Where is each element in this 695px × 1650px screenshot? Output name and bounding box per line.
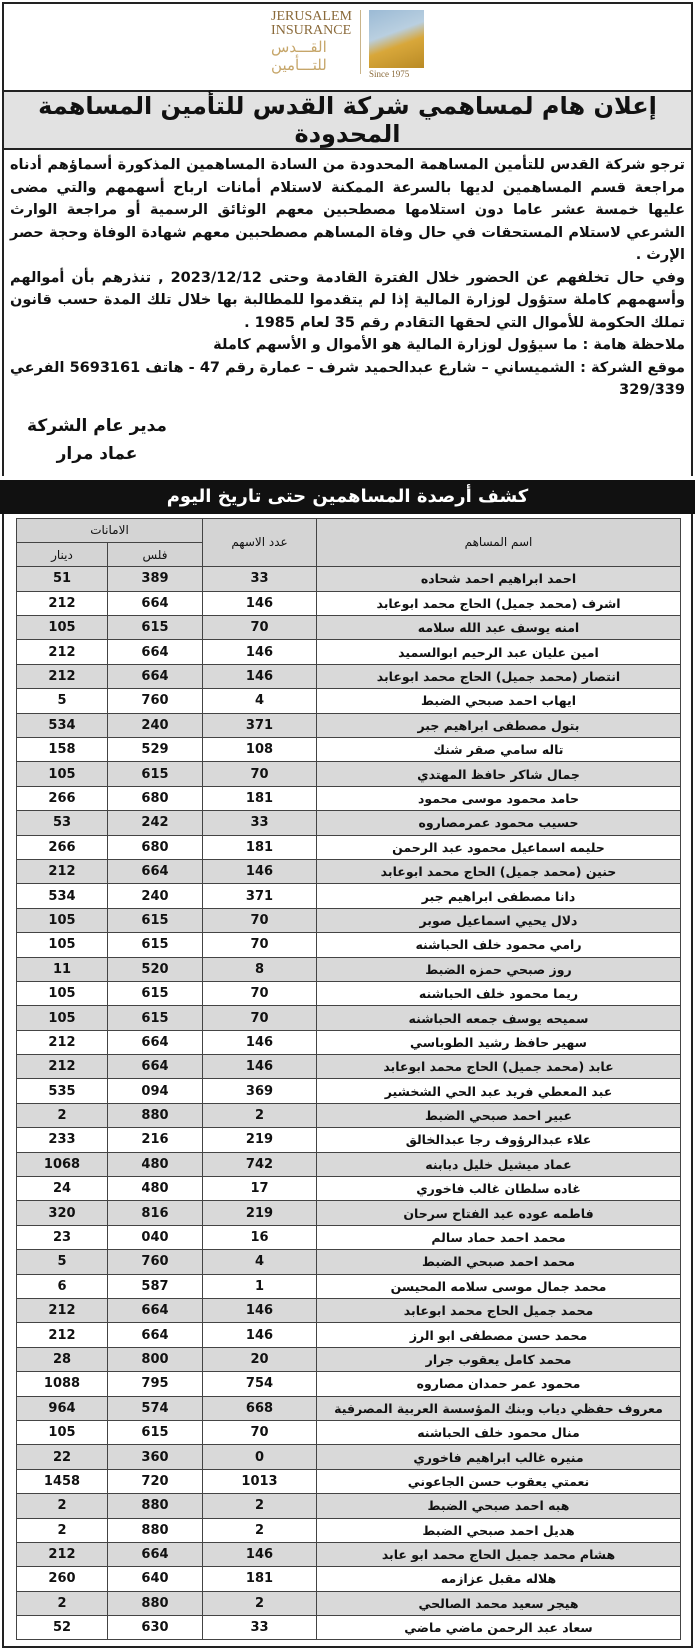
logo-image-block xyxy=(369,10,424,80)
shares-cell: 0 xyxy=(203,1445,317,1469)
dinar-cell: 2 xyxy=(17,1518,108,1542)
name-cell: محمد كامل يعقوب جرار xyxy=(317,1347,681,1371)
name-cell: منيره غالب ابراهيم فاخوري xyxy=(317,1445,681,1469)
dinar-cell: 212 xyxy=(17,640,108,664)
shares-cell: 181 xyxy=(203,1567,317,1591)
table-row xyxy=(17,1055,681,1079)
dinar-cell: 6 xyxy=(17,1274,108,1298)
name-cell: اشرف (محمد جميل) الحاج محمد ابوعابد xyxy=(317,591,681,615)
fils-cell: 720 xyxy=(108,1469,203,1493)
fils-cell: 664 xyxy=(108,664,203,688)
name-cell: محمد احمد صبحي الضبط xyxy=(317,1250,681,1274)
dinar-cell: 212 xyxy=(17,1299,108,1323)
table-row xyxy=(17,1518,681,1542)
shares-cell: 146 xyxy=(203,1542,317,1566)
name-cell: حليمه اسماعيل محمود عبد الرحمن xyxy=(317,835,681,859)
fils-cell: 615 xyxy=(108,933,203,957)
name-cell: معروف حفظي دياب وبنك المؤسسة العربية المصرفية xyxy=(317,1396,681,1420)
fils-cell: 520 xyxy=(108,957,203,981)
fils-cell: 795 xyxy=(108,1372,203,1396)
name-cell: ايهاب احمد صبحي الضبط xyxy=(317,689,681,713)
table-row xyxy=(17,1225,681,1249)
name-cell: روز صبحي حمزه الضبط xyxy=(317,957,681,981)
dinar-cell: 212 xyxy=(17,859,108,883)
shares-cell: 70 xyxy=(203,1420,317,1444)
shares-cell: 17 xyxy=(203,1177,317,1201)
dinar-cell: 22 xyxy=(17,1445,108,1469)
shares-cell: 146 xyxy=(203,1299,317,1323)
dinar-cell: 260 xyxy=(17,1567,108,1591)
dinar-cell: 52 xyxy=(17,1616,108,1640)
dinar-cell: 105 xyxy=(17,981,108,1005)
shares-cell: 146 xyxy=(203,640,317,664)
shares-cell: 70 xyxy=(203,908,317,932)
table-row xyxy=(17,811,681,835)
header-fils: فلس xyxy=(108,542,203,566)
dinar-cell: 212 xyxy=(17,1055,108,1079)
table-row xyxy=(17,664,681,688)
fils-cell: 480 xyxy=(108,1152,203,1176)
name-cell: محمد جمال موسى سلامه المحيسن xyxy=(317,1274,681,1298)
important-note: ملاحظة هامة : ما سيؤول لوزارة المالية هو الأموال و الأسهم كاملة xyxy=(213,337,685,353)
name-cell: احمد ابراهيم احمد شحاده xyxy=(317,567,681,591)
dinar-cell: 2 xyxy=(17,1591,108,1615)
dinar-cell: 105 xyxy=(17,933,108,957)
table-row xyxy=(17,835,681,859)
name-cell: حامد محمود موسى محمود xyxy=(317,786,681,810)
dome-image xyxy=(369,10,424,68)
fils-cell: 480 xyxy=(108,1177,203,1201)
table-row xyxy=(17,884,681,908)
shares-cell: 70 xyxy=(203,1006,317,1030)
shareholders-table xyxy=(16,518,681,1641)
table-row xyxy=(17,908,681,932)
fils-cell: 680 xyxy=(108,835,203,859)
table-row xyxy=(17,1103,681,1127)
dinar-cell: 1068 xyxy=(17,1152,108,1176)
table-row xyxy=(17,1616,681,1640)
dinar-cell: 266 xyxy=(17,835,108,859)
name-cell: محمد احمد حماد سالم xyxy=(317,1225,681,1249)
name-cell: تاله سامي صقر شنك xyxy=(317,738,681,762)
dinar-cell: 23 xyxy=(17,1225,108,1249)
name-cell: هبه احمد صبحي الضبط xyxy=(317,1494,681,1518)
table-row xyxy=(17,1396,681,1420)
name-cell: عابد (محمد جميل) الحاج محمد ابوعابد xyxy=(317,1055,681,1079)
dinar-cell: 105 xyxy=(17,1006,108,1030)
logo-ar-line2: للتـــأمين xyxy=(271,58,327,74)
table-row xyxy=(17,1469,681,1493)
name-cell: انتصار (محمد جميل) الحاج محمد ابوعابد xyxy=(317,664,681,688)
shares-cell: 668 xyxy=(203,1396,317,1420)
table-row xyxy=(17,1347,681,1371)
shares-cell: 4 xyxy=(203,1250,317,1274)
fils-cell: 664 xyxy=(108,591,203,615)
fils-cell: 615 xyxy=(108,981,203,1005)
dinar-cell: 53 xyxy=(17,811,108,835)
name-cell: عبد المعطي فريد عبد الحي الشخشير xyxy=(317,1079,681,1103)
dinar-cell: 534 xyxy=(17,884,108,908)
shares-cell: 219 xyxy=(203,1128,317,1152)
table-row xyxy=(17,762,681,786)
fils-cell: 664 xyxy=(108,1542,203,1566)
fils-cell: 664 xyxy=(108,1055,203,1079)
name-cell: نعمتي يعقوب حسن الجاعوني xyxy=(317,1469,681,1493)
table-row xyxy=(17,738,681,762)
shares-cell: 219 xyxy=(203,1201,317,1225)
table-row xyxy=(17,786,681,810)
fils-cell: 800 xyxy=(108,1347,203,1371)
header-dinar: دينار xyxy=(17,542,108,566)
name-cell: سهير حافظ رشيد الطوباسي xyxy=(317,1030,681,1054)
shares-cell: 371 xyxy=(203,884,317,908)
fils-cell: 880 xyxy=(108,1494,203,1518)
shares-cell: 70 xyxy=(203,762,317,786)
table-row xyxy=(17,616,681,640)
fils-cell: 360 xyxy=(108,1445,203,1469)
name-cell: جمال شاكر حافظ المهتدي xyxy=(317,762,681,786)
shares-cell: 146 xyxy=(203,1030,317,1054)
company-address: موقع الشركة : الشميساني – شارع عبدالحميد شرف – عمارة رقم 47 - هاتف 5693161 الفرعي 329/339 xyxy=(10,359,686,398)
table-row xyxy=(17,1323,681,1347)
fils-cell: 389 xyxy=(108,567,203,591)
shares-cell: 33 xyxy=(203,1616,317,1640)
fils-cell: 880 xyxy=(108,1103,203,1127)
dinar-cell: 535 xyxy=(17,1079,108,1103)
dinar-cell: 2 xyxy=(17,1103,108,1127)
table-row xyxy=(17,957,681,981)
paragraph-1: ترجو شركة القدس للتأمين المساهمة المحدودة من السادة المساهمين المذكورة أسماؤهم أدناه مراجعة قسم المساهمين لديها بالسرعة الممكنة لاستلام أمانات ارباح أسهمهم والتي مضى عليها خمسة عشر عاما دون استلامها مصطحبين معهم الوثائق الرسمية أو مراجعة الوارث الشرعي لاستلام المستحقات في حال وفاة المساهم مصطحبين معهم شهادة الوفاة وحجة حصر الإرث . xyxy=(10,157,685,263)
shares-cell: 16 xyxy=(203,1225,317,1249)
logo-text xyxy=(271,10,361,74)
fils-cell: 587 xyxy=(108,1274,203,1298)
name-cell: عماد ميشيل خليل دبابنه xyxy=(317,1152,681,1176)
shares-cell: 33 xyxy=(203,567,317,591)
dinar-cell: 158 xyxy=(17,738,108,762)
shares-cell: 369 xyxy=(203,1079,317,1103)
signature-name: عماد مرار xyxy=(56,443,138,464)
shares-cell: 371 xyxy=(203,713,317,737)
table-row xyxy=(17,981,681,1005)
table-row xyxy=(17,859,681,883)
name-cell: ريما محمود خلف الحباشنه xyxy=(317,981,681,1005)
dinar-cell: 2 xyxy=(17,1494,108,1518)
dinar-cell: 11 xyxy=(17,957,108,981)
dinar-cell: 1088 xyxy=(17,1372,108,1396)
name-cell: رامي محمود خلف الحباشنه xyxy=(317,933,681,957)
table-frame xyxy=(2,514,693,1649)
name-cell: دلال يحيي اسماعيل صوبر xyxy=(317,908,681,932)
shares-cell: 108 xyxy=(203,738,317,762)
table-row xyxy=(17,1372,681,1396)
shares-cell: 1013 xyxy=(203,1469,317,1493)
company-logo xyxy=(271,10,424,84)
announcement-body xyxy=(4,150,691,402)
signature xyxy=(22,412,172,468)
table-title: كشف أرصدة المساهمين حتى تاريخ اليوم xyxy=(0,480,695,514)
fils-cell: 760 xyxy=(108,689,203,713)
name-cell: سميحه يوسف جمعه الحباشنه xyxy=(317,1006,681,1030)
fils-cell: 216 xyxy=(108,1128,203,1152)
shares-cell: 181 xyxy=(203,786,317,810)
table-row xyxy=(17,567,681,591)
shares-cell: 146 xyxy=(203,664,317,688)
name-cell: عبير احمد صبحي الضبط xyxy=(317,1103,681,1127)
fils-cell: 615 xyxy=(108,1006,203,1030)
name-cell: بتول مصطفى ابراهيم جبر xyxy=(317,713,681,737)
table-row xyxy=(17,1420,681,1444)
name-cell: حسيب محمود عمرمصاروه xyxy=(317,811,681,835)
fils-cell: 242 xyxy=(108,811,203,835)
dinar-cell: 24 xyxy=(17,1177,108,1201)
shares-cell: 2 xyxy=(203,1103,317,1127)
table-row xyxy=(17,1079,681,1103)
dinar-cell: 212 xyxy=(17,1542,108,1566)
name-cell: محمود عمر حمدان مصاروه xyxy=(317,1372,681,1396)
shares-cell: 8 xyxy=(203,957,317,981)
table-row xyxy=(17,1494,681,1518)
table-row xyxy=(17,1030,681,1054)
dinar-cell: 5 xyxy=(17,689,108,713)
logo-ar-line1: القـــدس xyxy=(271,40,327,56)
name-cell: غاده سلطان غالب فاخوري xyxy=(317,1177,681,1201)
shares-cell: 146 xyxy=(203,1055,317,1079)
shares-cell: 181 xyxy=(203,835,317,859)
table-row xyxy=(17,1152,681,1176)
fils-cell: 615 xyxy=(108,1420,203,1444)
dinar-cell: 233 xyxy=(17,1128,108,1152)
table-row xyxy=(17,1201,681,1225)
dinar-cell: 212 xyxy=(17,1323,108,1347)
table-row xyxy=(17,1445,681,1469)
dinar-cell: 105 xyxy=(17,616,108,640)
fils-cell: 574 xyxy=(108,1396,203,1420)
fils-cell: 615 xyxy=(108,908,203,932)
name-cell: حنين (محمد جميل) الحاج محمد ابوعابد xyxy=(317,859,681,883)
shares-cell: 2 xyxy=(203,1494,317,1518)
table-row xyxy=(17,591,681,615)
fils-cell: 664 xyxy=(108,1323,203,1347)
name-cell: محمد حسن مصطفى ابو الرز xyxy=(317,1323,681,1347)
fils-cell: 240 xyxy=(108,884,203,908)
fils-cell: 529 xyxy=(108,738,203,762)
shares-cell: 146 xyxy=(203,1323,317,1347)
table-row xyxy=(17,1591,681,1615)
fils-cell: 630 xyxy=(108,1616,203,1640)
logo-since: Since 1975 xyxy=(368,69,410,79)
table-row xyxy=(17,640,681,664)
dinar-cell: 320 xyxy=(17,1201,108,1225)
name-cell: سعاد عبد الرحمن ماضي ماضي xyxy=(317,1616,681,1640)
dinar-cell: 5 xyxy=(17,1250,108,1274)
header-shares: عدد الاسهم xyxy=(203,518,317,567)
table-row xyxy=(17,689,681,713)
table-row xyxy=(17,1128,681,1152)
header-name: اسم المساهم xyxy=(317,518,681,567)
table-row xyxy=(17,933,681,957)
dinar-cell: 212 xyxy=(17,1030,108,1054)
paragraph-2: وفي حال تخلفهم عن الحضور خلال الفترة القادمة وحتى 2023/12/12 , تنذرهم بأن أموالهم وأسهمهم كاملة ستؤول لوزارة المالية إذا لم يتقدموا للمطالبة بها خلال تلك المدة حسب قانون تملك الحكومة للأموال التي لحقها التقادم رقم 35 لعام 1985 . xyxy=(10,269,685,331)
dinar-cell: 28 xyxy=(17,1347,108,1371)
dinar-cell: 266 xyxy=(17,786,108,810)
table-row xyxy=(17,713,681,737)
name-cell: دانا مصطفى ابراهيم جبر xyxy=(317,884,681,908)
name-cell: محمد جميل الحاج محمد ابوعابد xyxy=(317,1299,681,1323)
table-row xyxy=(17,1006,681,1030)
name-cell: امنه يوسف عبد الله سلامه xyxy=(317,616,681,640)
fils-cell: 640 xyxy=(108,1567,203,1591)
shares-cell: 70 xyxy=(203,616,317,640)
fils-cell: 615 xyxy=(108,616,203,640)
shares-cell: 754 xyxy=(203,1372,317,1396)
name-cell: هلاله مقبل عزازمه xyxy=(317,1567,681,1591)
fils-cell: 816 xyxy=(108,1201,203,1225)
logo-en-line1: JERUSALEM xyxy=(271,9,352,24)
fils-cell: 880 xyxy=(108,1591,203,1615)
name-cell: منال محمود خلف الحباشنه xyxy=(317,1420,681,1444)
logo-en-line2: INSURANCE xyxy=(271,23,352,38)
fils-cell: 040 xyxy=(108,1225,203,1249)
dinar-cell: 1458 xyxy=(17,1469,108,1493)
name-cell: هديل احمد صبحي الضبط xyxy=(317,1518,681,1542)
shares-cell: 70 xyxy=(203,981,317,1005)
name-cell: فاطمه عوده عبد الفتاح سرحان xyxy=(317,1201,681,1225)
fils-cell: 664 xyxy=(108,859,203,883)
dinar-cell: 534 xyxy=(17,713,108,737)
fils-cell: 680 xyxy=(108,786,203,810)
table-row xyxy=(17,1274,681,1298)
shares-cell: 742 xyxy=(203,1152,317,1176)
shares-cell: 146 xyxy=(203,859,317,883)
dinar-cell: 105 xyxy=(17,762,108,786)
shares-cell: 146 xyxy=(203,591,317,615)
dinar-cell: 212 xyxy=(17,664,108,688)
table-row xyxy=(17,1567,681,1591)
announcement-title: إعلان هام لمساهمي شركة القدس للتأمين المساهمة المحدودة xyxy=(4,90,691,150)
name-cell: امين عليان عبد الرحيم ابوالسميد xyxy=(317,640,681,664)
fils-cell: 664 xyxy=(108,1299,203,1323)
table-row xyxy=(17,1542,681,1566)
fils-cell: 240 xyxy=(108,713,203,737)
header-deposits: الامانات xyxy=(17,518,203,542)
shares-cell: 2 xyxy=(203,1591,317,1615)
dinar-cell: 51 xyxy=(17,567,108,591)
shares-cell: 1 xyxy=(203,1274,317,1298)
table-row xyxy=(17,1177,681,1201)
signature-role: مدير عام الشركة xyxy=(27,415,167,436)
shares-cell: 4 xyxy=(203,689,317,713)
name-cell: علاء عبدالرؤوف رجا عبدالخالق xyxy=(317,1128,681,1152)
shares-cell: 33 xyxy=(203,811,317,835)
name-cell: هيجر سعيد محمد الصالحي xyxy=(317,1591,681,1615)
fils-cell: 664 xyxy=(108,1030,203,1054)
dinar-cell: 212 xyxy=(17,591,108,615)
name-cell: هشام محمد جميل الحاج محمد ابو عابد xyxy=(317,1542,681,1566)
announcement-frame xyxy=(2,2,693,476)
shares-cell: 20 xyxy=(203,1347,317,1371)
dinar-cell: 105 xyxy=(17,908,108,932)
table-row xyxy=(17,1299,681,1323)
dinar-cell: 964 xyxy=(17,1396,108,1420)
dinar-cell: 105 xyxy=(17,1420,108,1444)
fils-cell: 615 xyxy=(108,762,203,786)
fils-cell: 760 xyxy=(108,1250,203,1274)
fils-cell: 880 xyxy=(108,1518,203,1542)
shares-cell: 2 xyxy=(203,1518,317,1542)
shares-cell: 70 xyxy=(203,933,317,957)
fils-cell: 094 xyxy=(108,1079,203,1103)
fils-cell: 664 xyxy=(108,640,203,664)
table-row xyxy=(17,1250,681,1274)
